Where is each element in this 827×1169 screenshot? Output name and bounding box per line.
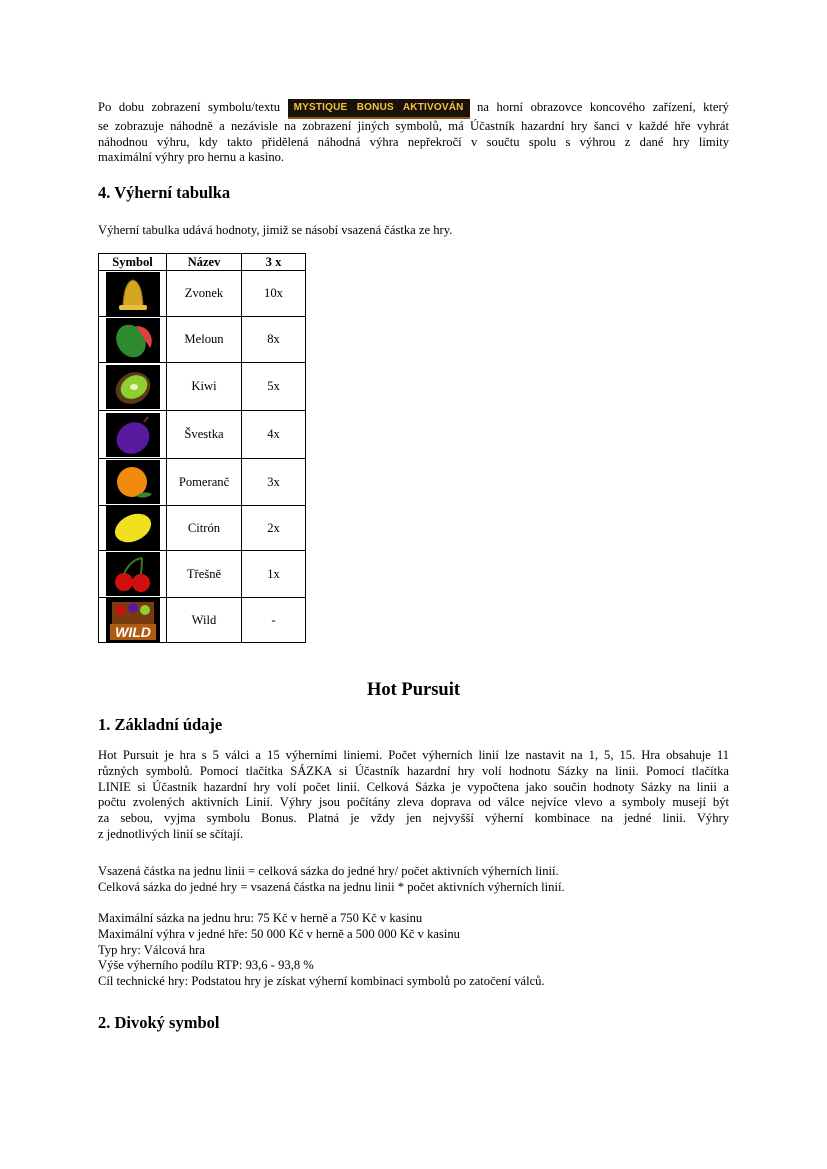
value-cell: 1x: [242, 551, 306, 598]
table-row: [99, 551, 306, 598]
game-paragraph-1: [98, 748, 729, 843]
symbol-cell: [99, 411, 167, 459]
table-header-row: [99, 254, 306, 271]
value-cell: 8x: [242, 317, 306, 363]
game-paragraph-3: [98, 911, 729, 990]
table-row: [99, 506, 306, 551]
section-heading: 2. Divoký symbol: [98, 1013, 220, 1032]
name-cell: Kiwi: [167, 363, 242, 411]
game-paragraph-2: [98, 864, 729, 896]
header-3x: 3 x: [242, 254, 306, 271]
table-row: [99, 598, 306, 643]
text-line: za sebou, vyjma symbolu Bonus. Platná je vždy jen nejvyšší výherní kombinace na jedné linii. Výhry: [98, 811, 729, 826]
text-line: různých symbolů. Pomocí tlačítka SÁZKA si Účastník hazardní hry volí hodnotu Sázky na linii. Pomocí tlačítka: [98, 763, 729, 778]
text-line: Hot Pursuit je hra s 5 válci a 15 výherními liniemi. Počet výherních linií lze nastavit na 1, 5, 15. Hra obsahuje 11: [98, 748, 729, 762]
header-name: Název: [167, 254, 242, 271]
name-cell: Zvonek: [167, 271, 242, 317]
text-line: Výše výherního podílu RTP: 93,6 - 93,8 %: [98, 958, 314, 973]
value-cell: 5x: [242, 363, 306, 411]
game-title: Hot Pursuit: [366, 680, 460, 700]
intro-line: maximální výhry pro hernu a kasino.: [98, 150, 285, 165]
table-row: [99, 317, 306, 363]
value-cell: 3x: [242, 459, 306, 506]
watermelon-icon: [106, 318, 160, 362]
intro-text: Po dobu zobrazení symbolu/textu: [98, 100, 281, 114]
bell-icon: [106, 272, 160, 316]
value-cell: 2x: [242, 506, 306, 551]
text-line: LINIE si Účastník hazardní hry volí počet linií. Celková Sázka je vypočtena jako součin hodnoty Sázky na linii a: [98, 779, 729, 794]
value-cell: -: [242, 598, 306, 643]
symbol-cell: [99, 506, 167, 551]
name-cell: Wild: [167, 598, 242, 643]
text-line: Maximální výhra v jedné hře: 50 000 Kč v herně a 500 000 Kč v kasinu: [98, 926, 460, 941]
orange-icon: [106, 460, 160, 504]
mystique-bonus-badge: MYSTIQUE BONUS AKTIVOVÁN: [288, 99, 470, 119]
table-intro: Výherní tabulka udává hodnoty, jimiž se násobí vsazená částka ze hry.: [98, 223, 453, 237]
symbol-cell: [99, 271, 167, 317]
name-cell: Meloun: [167, 317, 242, 363]
plum-icon: [106, 413, 160, 457]
value-cell: 4x: [242, 411, 306, 459]
name-cell: Třešně: [167, 551, 242, 598]
paytable: [98, 253, 306, 643]
lemon-icon: [106, 506, 160, 550]
section-heading: 4. Výherní tabulka: [98, 183, 231, 202]
text-line: Maximální sázka na jednu hru: 75 Kč v herně a 750 Kč v kasinu: [98, 911, 423, 925]
cherries-icon: [106, 552, 160, 596]
wild-icon: [106, 598, 160, 642]
symbol-cell: [99, 551, 167, 598]
header-symbol: Symbol: [99, 254, 167, 271]
table-row: [99, 363, 306, 411]
svg-text:WILD: WILD: [114, 624, 151, 640]
text-line: Cíl technické hry: Podstatou hry je získat výherní kombinaci symbolů po zatočení válců.: [98, 974, 545, 989]
intro-text: na horní obrazovce koncového zařízení, který: [477, 100, 729, 114]
value-cell: 10x: [242, 271, 306, 317]
kiwi-icon: [106, 365, 160, 409]
text-line: Typ hry: Válcová hra: [98, 942, 205, 957]
name-cell: Pomeranč: [167, 459, 242, 506]
text-line: z jednotlivých linií se sčítají.: [98, 826, 244, 841]
symbol-cell: [99, 363, 167, 411]
text-line: Vsazená částka na jednu linii = celková sázka do jedné hry/ počet aktivních výherních linií.: [98, 864, 559, 878]
intro-paragraph: [98, 99, 729, 166]
section-heading: 1. Základní údaje: [98, 715, 223, 734]
table-row: [99, 271, 306, 317]
symbol-cell: [99, 598, 167, 643]
table-row: [99, 459, 306, 506]
intro-line: se zobrazuje náhodně a nezávisle na zobrazení jiných symbolů, má Účastník hazardní hry šanci v každé hře vyhrát: [98, 118, 729, 133]
symbol-cell: [99, 459, 167, 506]
table-row: [99, 411, 306, 459]
text-line: počtu zvolených aktivních Linií. Výhry jsou počítány zleva doprava od válce nejvíce vlevo a symboly musejí být: [98, 795, 729, 810]
symbol-cell: [99, 317, 167, 363]
name-cell: Citrón: [167, 506, 242, 551]
intro-line: náhodnou výhru, kdy takto přidělená náhodná výhra nepřekročí v součtu spolu s výhrou z dané hry limity: [98, 134, 729, 149]
name-cell: Švestka: [167, 411, 242, 459]
text-line: Celková sázka do jedné hry = vsazená částka na jednu linii * počet aktivních výherních linií.: [98, 879, 565, 894]
